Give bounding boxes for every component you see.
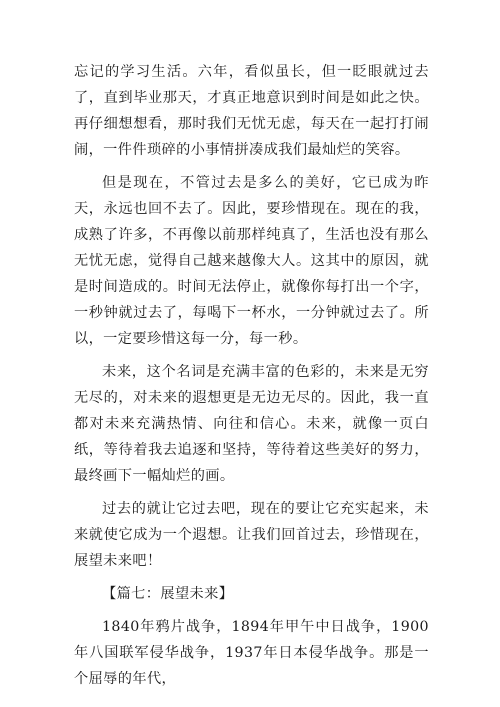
section-heading: 【篇七：展望未来】	[102, 586, 234, 602]
paragraph-5: 1840年鸦片战争，1894年甲午中日战争，1900年八国联军侵华战争，1937年日本侵华战争。那是一个屈辱的年代，	[74, 619, 429, 687]
document-body	[74, 59, 429, 699]
paragraph-4: 过去的就让它过去吧，现在的要让它充实起来，未来就使它成为一个遐想。让我们回首过去，珍惜现在，展望未来吧！	[74, 501, 429, 569]
paragraph-3: 未来，这个名词是充满丰富的色彩的，未来是无穷无尽的，对未来的遐想更是无边无尽的。因此，我一直都对未来充满热情、向往和信心。未来，就像一页白纸，等待着我去追逐和坚持，等待着这些美好的努力，最终画下一幅灿烂的画。	[74, 364, 429, 484]
paragraph-1: 忘记的学习生活。六年，看似虽长，但一眨眼就过去了，直到毕业那天，才真正地意识到时间是如此之快。再仔细想想看，那时我们无忧无虑，每天在一起打打闹闹，一件件琐碎的小事情拼凑成我们最灿烂的笑容。	[74, 64, 429, 158]
paragraph-2: 但是现在，不管过去是多么的美好，它已成为昨天，永远也回不去了。因此，要珍惜现在。现在的我，成熟了许多，不再像以前那样纯真了，生活也没有那么无忧无虑，觉得自己越来越像大人。这其中的原因，就是时间造成的。时间无法停止，就像你每打出一个字，一秒钟就过去了，每喝下一杯水，一分钟就过去了。所以，一定要珍惜这每一分，每一秒。	[74, 175, 429, 347]
